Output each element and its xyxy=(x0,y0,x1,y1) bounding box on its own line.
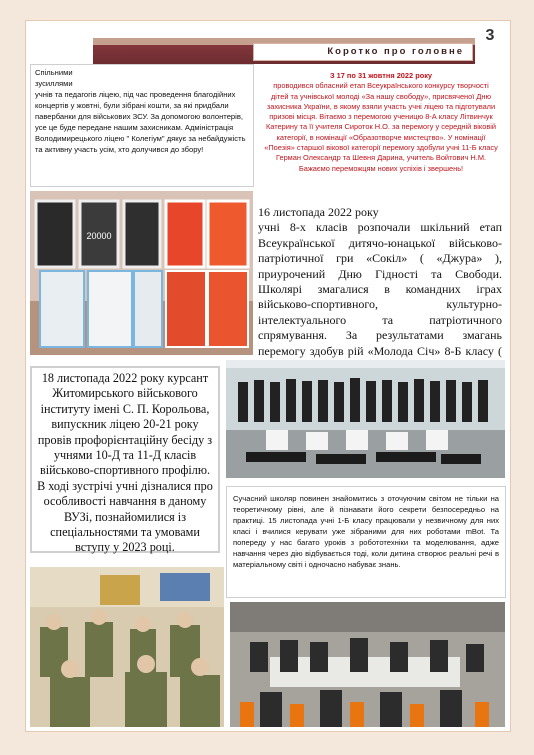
article-sokil xyxy=(254,203,506,358)
donation-text: учнів та педагогів ліцею, під час проведення благодійних концертів у жовтні, були зібрані кошти, за які придбали павербанки для військових ЗСУ. За допомогою волонтерів, усе це буде передане нашим захисникам. Адміністрація Володимирецького ліцею " Колегіум" дякує за небайдужість та активну участь усім, хто долучився до збору! xyxy=(35,90,246,154)
contest-text: проводився обласний етап Всеукраїнського конкурсу творчості дітей та учнівської молоді «За нашу свободу», присвяченої Дню захисника України, в якому взяли участь учні ліцею та підготували призові місця. Вітаємо з перемогою ученицю 8-А класу Літвинчук Катерину та її учителя Сироток Н.О. за перемогу у середній віковій категорії, в номінації «Образотворче мистецтво». У номінації «Поезія» старшої вікової категорії перемогу здобули учні 11-Б класу Герман Олександр та Шевня Дарина, учитель Войтович Н.М. Бажаємо переможцям нових успіхів і звершень! xyxy=(264,81,498,173)
article-robotics xyxy=(226,486,506,598)
cadet-text: 18 листопада 2022 року курсант Житомирського військового інституту імені С. П. Корольова, випускник ліцею 20-21 року провів профорієнтаційну бесіду з учнями 10-Д та 11-Д класів військово-спортивного профілю. В ході зустрічі учні дізналися про особливості навчання в даному ВУЗі, познайомилися із спеціальностями та умовами вступу у 2023 році. xyxy=(37,371,213,555)
page-number: 3 xyxy=(485,27,495,44)
photo-cadet-meeting xyxy=(30,567,224,727)
article-donation xyxy=(30,64,254,187)
donation-lead: Спільними зусиллями xyxy=(35,68,73,88)
article-contest xyxy=(258,64,504,186)
photo-robotics-class xyxy=(230,602,505,727)
photo-sokil-group xyxy=(226,360,505,478)
powerbank-capacity-label: 20000 xyxy=(86,231,112,241)
header-title: Коротко про головне xyxy=(253,43,473,61)
contest-date: З 17 по 31 жовтня 2022 року xyxy=(329,71,433,80)
robotics-text: Сучасний школяр повинен знайомитись з оточуючим світом не тільки на теоретичному рівні, але й пізнавати його секрети безпосередньо на практиці. 15 листопада учні 1-Б класу працювали у незвичному для них класі і вчилися керувати уже зібраними для них роботами mBot. Та попереду у нас багато уроків з робототехніки та моделювання, адже навчання через дію відбувається тоді, коли дитина створює реальні речі в матеріальному світі і одночасно набуває знань. xyxy=(233,494,499,569)
photo-powerbanks xyxy=(30,191,253,355)
sokil-date: 16 листопада 2022 року xyxy=(258,205,379,219)
sokil-text: учні 8-х класів розпочали шкільний етап Всеукраїнської дитячо-юнацької військово-патріотичної гри «Сокіл» ( «Джура» ), приурочений Дню Гідності та Свободи. Школярі змагалися в командних іграх військово-спортивного, культурно-інтелектуального та патріотичного спрямування. За результатами змагань перемогу здобув рій «Молода Січ» 8-Б класу ( xyxy=(258,220,502,358)
article-cadet xyxy=(30,366,220,553)
